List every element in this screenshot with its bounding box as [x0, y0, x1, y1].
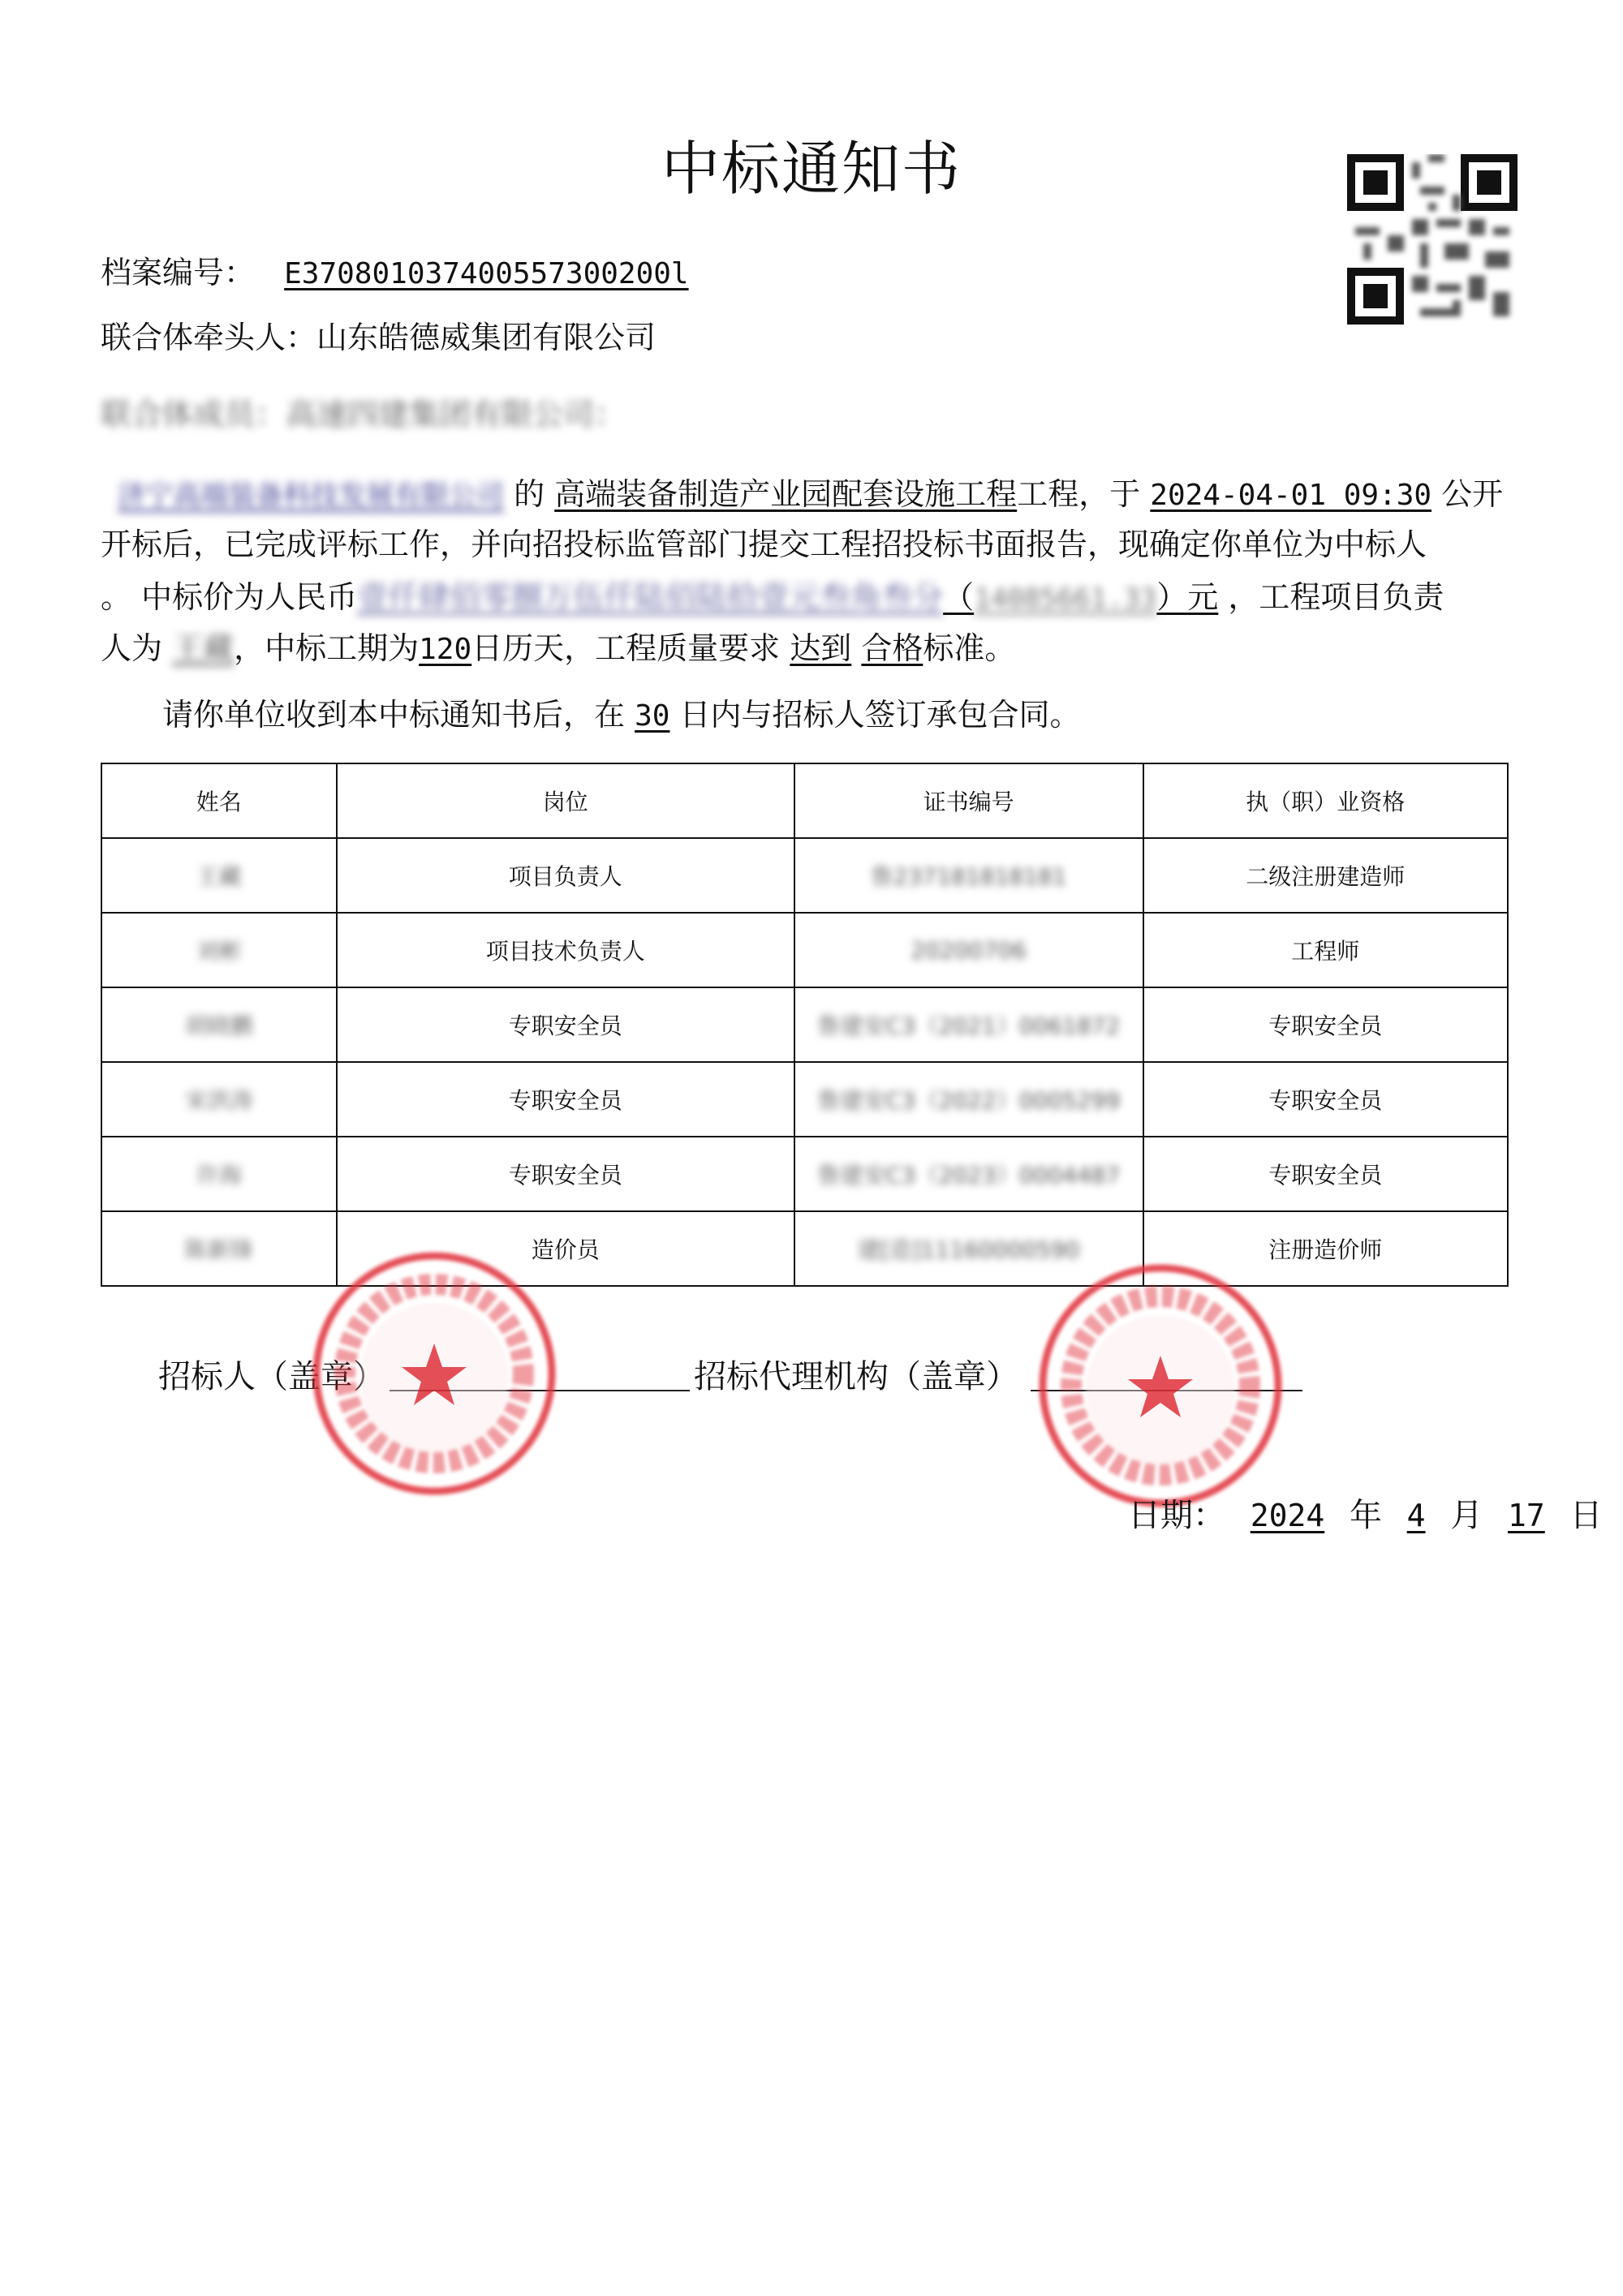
- staff-name: 刘彬: [196, 938, 242, 965]
- staff-cert: 鲁237181818181: [870, 863, 1067, 890]
- lead-label: 联合体牵头人：: [101, 320, 317, 355]
- agency-seal-icon: [1035, 1260, 1286, 1511]
- body-text: 请你单位收到本中标通知书后，在: [162, 697, 635, 733]
- header-name: 姓名: [101, 763, 337, 838]
- staff-qualification: 专职安全员: [1143, 1062, 1508, 1137]
- staff-cert: 鲁建安C3（2022）0005299: [816, 1087, 1121, 1114]
- project-name: 高端装备制造产业园配套设施工程: [554, 476, 1018, 512]
- date-row: [1128, 1490, 1602, 1536]
- staff-post: 项目技术负责人: [337, 913, 794, 987]
- table-row: [101, 987, 1508, 1062]
- manager-name: 王藏: [172, 630, 235, 666]
- body-line-4: [101, 623, 1015, 668]
- body-text: （: [943, 579, 975, 615]
- header-cert: 证书编号: [794, 763, 1143, 838]
- header-post: 岗位: [337, 763, 794, 838]
- staff-post: 专职安全员: [337, 1137, 794, 1211]
- staff-cert: 20200706: [911, 936, 1027, 964]
- notice-line: [162, 690, 1081, 734]
- staff-qualification: 二级注册建造师: [1143, 838, 1508, 913]
- archive-number-row: [101, 247, 689, 292]
- body-text: 的: [504, 476, 555, 512]
- staff-table: [101, 763, 1509, 1287]
- tenderer-name: 济宁高端装备科技发展有限公司: [118, 479, 504, 512]
- table-header-row: [101, 763, 1508, 838]
- quality-a: 达到: [790, 630, 852, 666]
- archive-label: 档案编号：: [101, 255, 256, 290]
- body-text: 日内与招标人签订承包合同。: [669, 697, 1081, 733]
- member-row: [101, 389, 625, 434]
- open-time: 2024-04-01 09:30: [1150, 479, 1432, 512]
- date-label: 日期：: [1128, 1497, 1225, 1534]
- date-day-unit: 日: [1569, 1497, 1603, 1534]
- staff-qualification: 注册造价师: [1143, 1211, 1508, 1286]
- body-text: 标准。: [923, 630, 1016, 666]
- staff-name: 宋洪涛: [184, 1087, 253, 1114]
- body-line-2: 开标后，已完成评标工作，并向招投标监管部门提交工程招投标书面报告，现确定你单位为中标人: [101, 527, 1427, 562]
- body-line-1: [118, 469, 1503, 514]
- staff-qualification: 专职安全员: [1143, 987, 1508, 1062]
- staff-cert: 鲁建安C3（2021）0061872: [816, 1013, 1121, 1039]
- body-text: 公开: [1431, 476, 1504, 512]
- contract-days: 30: [635, 699, 670, 733]
- page-title: 中标通知书: [661, 135, 962, 203]
- table-row: [101, 1137, 1508, 1211]
- agency-stamp-label: 招标代理机构（盖章）: [694, 1358, 1018, 1395]
- staff-post: 专职安全员: [337, 987, 794, 1062]
- lead-row: [101, 312, 656, 357]
- staff-name: 王藏: [196, 863, 242, 890]
- duration-days: 120: [419, 633, 472, 666]
- date-day: 17: [1508, 1498, 1545, 1533]
- body-text: ，工程项目负责: [1218, 579, 1444, 615]
- tenderer-stamp-label: 招标人（盖章）: [158, 1358, 385, 1395]
- staff-post: 项目负责人: [337, 838, 794, 913]
- staff-name: 陈新锋: [184, 1236, 253, 1263]
- table-row: [101, 1062, 1508, 1137]
- qr-code-icon: [1347, 154, 1518, 325]
- header-qualification: 执（职）业资格: [1143, 763, 1508, 838]
- body-line-3: [101, 572, 1444, 617]
- body-text: ）元: [1156, 579, 1219, 615]
- body-text: 日历天，工程质量要求: [471, 630, 790, 666]
- table-row: [101, 913, 1508, 987]
- date-month-unit: 月: [1450, 1497, 1483, 1534]
- staff-cert: 建[造]11160000590: [857, 1236, 1080, 1263]
- body-text: 工程，于: [1017, 476, 1151, 512]
- member-line: 联合体成员：高速四建集团有限公司：: [101, 397, 626, 432]
- staff-name: 胡晓鹏: [184, 1013, 253, 1039]
- date-year: 2024: [1250, 1498, 1325, 1533]
- staff-qualification: 专职安全员: [1143, 1137, 1508, 1211]
- table-row: [101, 838, 1508, 913]
- body-text: ，中标工期为: [234, 630, 420, 666]
- staff-post: 专职安全员: [337, 1062, 794, 1137]
- archive-number: E370801037400557300200l: [284, 257, 689, 290]
- body-text: 。 中标价为人民币: [101, 579, 358, 615]
- staff-qualification: 工程师: [1143, 913, 1508, 987]
- staff-post: 造价员: [337, 1211, 794, 1286]
- date-year-unit: 年: [1349, 1497, 1382, 1534]
- price-number: 14085661.33: [974, 583, 1157, 615]
- tenderer-seal-icon: [308, 1248, 560, 1499]
- body-text: 人为: [101, 630, 173, 666]
- date-month: 4: [1406, 1498, 1426, 1533]
- price-words: 壹仟肆佰零捌万伍仟陆佰陆拾壹元叁角叁分: [357, 579, 944, 615]
- lead-company: 山东皓德威集团有限公司: [316, 320, 657, 355]
- quality-b: 合格: [861, 630, 923, 666]
- staff-cert: 鲁建安C3（2023）0004487: [816, 1162, 1121, 1189]
- staff-name: 许海: [196, 1162, 242, 1189]
